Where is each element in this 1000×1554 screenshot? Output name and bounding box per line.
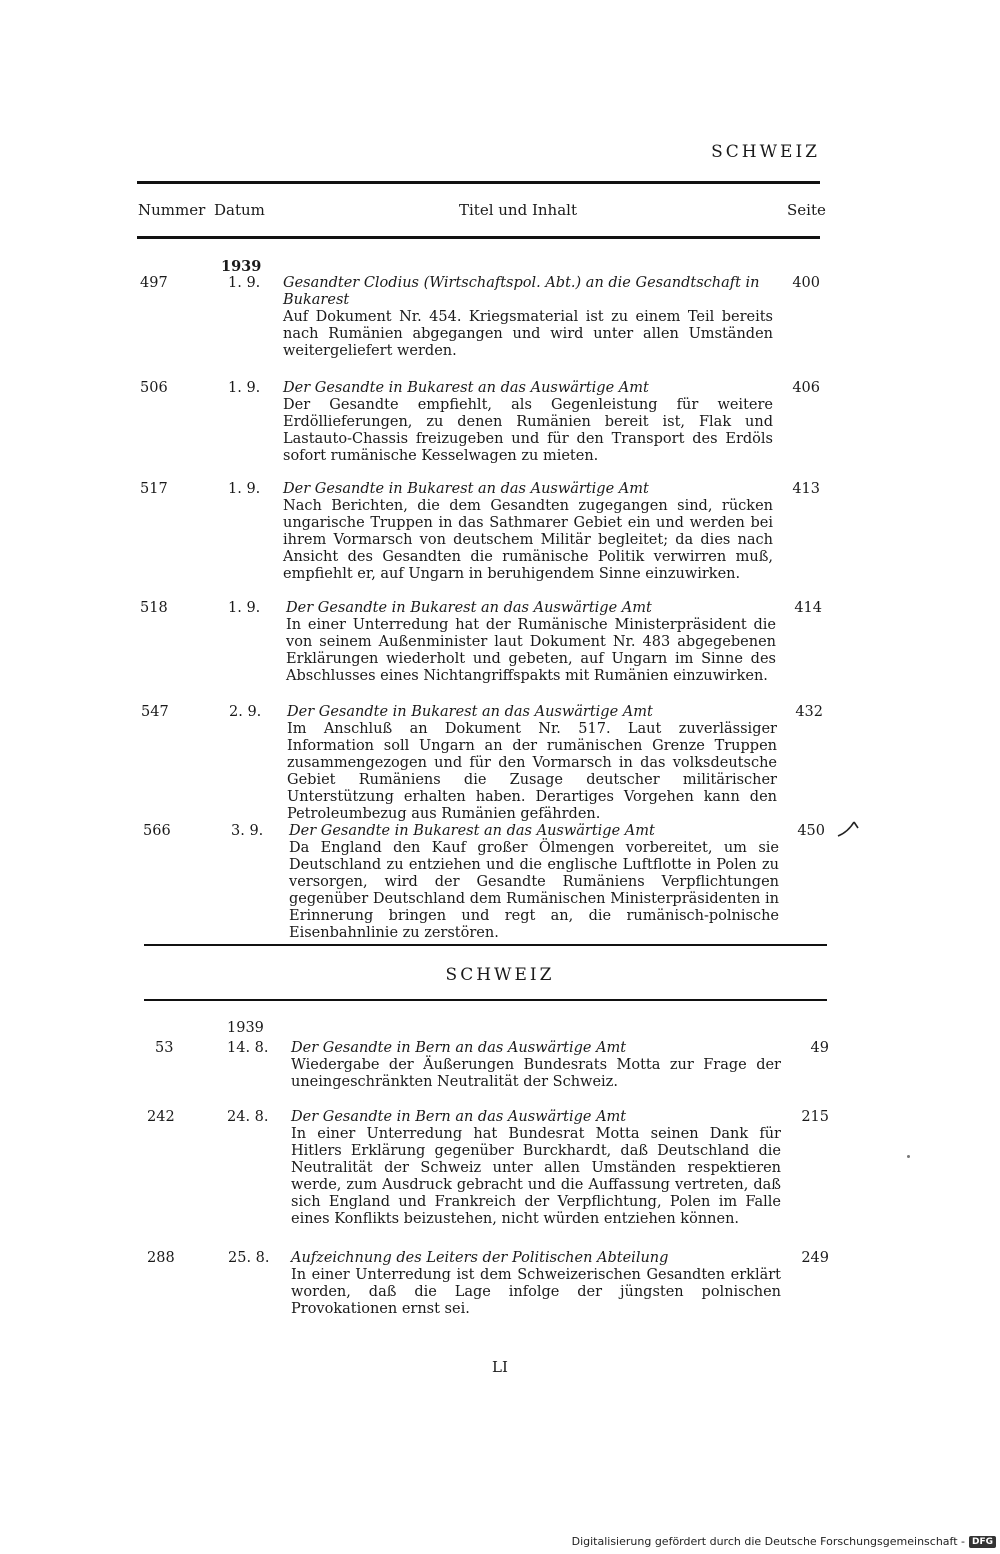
footer-text: Digitalisierung gefördert durch die Deutsche Forschungsgemeinschaft -: [571, 1535, 965, 1548]
running-header: SCHWEIZ: [711, 142, 820, 162]
entry-date: 1. 9.: [228, 481, 261, 497]
rule-top: [137, 181, 820, 184]
rule-section-bottom: [144, 999, 827, 1001]
entry-number: 566: [143, 823, 171, 839]
column-head-nummer: Nummer: [138, 201, 206, 219]
entry-page: 413: [792, 481, 820, 497]
entry-title: Der Gesandte in Bern an das Auswärtige Amt: [291, 1109, 627, 1125]
entry-summary: Im Anschluß an Dokument Nr. 517. Laut zuverlässiger Information soll Ungarn an der rumänischen Grenze Truppen zusammengezogen und für den Vormarsch in das volksdeutsche Gebiet Rumäniens die Zusage deutscher militärischer Unterstützung erhalten haben. Derartiges Vorgehen kann den Petroleumbezug aus Rumänien gefährden.: [287, 721, 777, 822]
entry-summary: Wiedergabe der Äußerungen Bundesrats Motta zur Frage der uneingeschränkten Neutralität der Schweiz.: [291, 1057, 781, 1090]
entry-page: 215: [801, 1109, 829, 1125]
entry-title: Der Gesandte in Bukarest an das Auswärtige Amt: [289, 823, 655, 839]
column-head-seite: Seite: [787, 201, 826, 219]
pen-check-mark: [836, 818, 866, 842]
entry-date: 1. 9.: [228, 380, 261, 396]
entry-number: 288: [147, 1250, 175, 1266]
entry-page: 249: [801, 1250, 829, 1266]
entry-page: 450: [797, 823, 825, 839]
column-head-datum: Datum: [214, 201, 265, 219]
section-title: SCHWEIZ: [445, 965, 555, 985]
entry-body: [287, 704, 777, 823]
entry-page: 406: [792, 380, 820, 396]
entry-page: 414: [794, 600, 822, 616]
entry-date: 24. 8.: [227, 1109, 269, 1125]
rule-under-header: [137, 236, 820, 239]
entry-summary: In einer Unterredung ist dem Schweizerischen Gesandten erklärt worden, daß die Lage infolge der jüngsten polnischen Provokationen ernst sei.: [291, 1267, 781, 1317]
entry-title: Gesandter Clodius (Wirtschaftspol. Abt.) an die Gesandtschaft in Bukarest: [283, 275, 760, 308]
entry-title: Der Gesandte in Bukarest an das Auswärtige Amt: [283, 380, 649, 396]
entry-page: 432: [795, 704, 823, 720]
entry-body: [283, 275, 773, 360]
dfg-logo-icon: DFG: [969, 1536, 996, 1548]
entry-title: Der Gesandte in Bern an das Auswärtige Amt: [291, 1040, 627, 1056]
entry-title: Der Gesandte in Bukarest an das Auswärtige Amt: [287, 704, 653, 720]
rule-section-top: [144, 944, 827, 946]
entry-body: [283, 481, 773, 583]
entry-title: Der Gesandte in Bukarest an das Auswärtige Amt: [283, 481, 649, 497]
entry-number: 547: [141, 704, 169, 720]
entry-date: 3. 9.: [231, 823, 264, 839]
entry-number: 497: [140, 275, 168, 291]
entry-title: Aufzeichnung des Leiters der Politischen Abteilung: [291, 1250, 669, 1266]
entry-body: [283, 380, 773, 465]
entry-summary: Auf Dokument Nr. 454. Kriegsmaterial ist zu einem Teil bereits nach Rumänien abgegangen und wird unter allen Umständen weitergeliefert werden.: [283, 309, 773, 359]
page-number: LI: [492, 1358, 508, 1376]
entry-body: [286, 600, 776, 685]
entry-summary: Da England den Kauf großer Ölmengen vorbereitet, um sie Deutschland zu entziehen und die englische Luftflotte in Polen zu versorgen, wird der Gesandte Rumäniens Verpflichtungen gegenüber Deutschland dem Rumänischen Ministerpräsidenten in Erinnerung bringen und regt an, die rumänisch-polnische Eisenbahnlinie zu zerstören.: [289, 840, 779, 941]
entry-title: Der Gesandte in Bukarest an das Auswärtige Amt: [286, 600, 652, 616]
footer: [572, 1535, 996, 1548]
entry-page: 400: [792, 275, 820, 291]
entry-date: 1. 9.: [228, 600, 261, 616]
entry-summary: In einer Unterredung hat der Rumänische Ministerpräsident die von seinem Außenminister laut Dokument Nr. 483 abgegebenen Erklärungen wiederholt und gebeten, auf Ungarn im Sinne des Abschlusses eines Nichtangriffspakts mit Rumänien einzuwirken.: [286, 617, 776, 684]
year-label: 1939: [227, 1020, 264, 1036]
entry-body: [291, 1040, 781, 1091]
entry-date: 25. 8.: [228, 1250, 270, 1266]
entry-number: 517: [140, 481, 168, 497]
entry-summary: In einer Unterredung hat Bundesrat Motta seinen Dank für Hitlers Erklärung gegenüber Burckhardt, daß Deutschland die Neutralität der Schweiz unter allen Umständen respektieren werde, zum Ausdruck gebracht und die Auffassung vertreten, daß sich England und Frankreich der Verpflichtung, Polen im Falle eines Konflikts beizustehen, nicht würden entziehen können.: [291, 1126, 781, 1227]
entry-body: [291, 1109, 781, 1228]
entry-number: 506: [140, 380, 168, 396]
stray-dot: [907, 1155, 910, 1158]
entry-summary: Nach Berichten, die dem Gesandten zugegangen sind, rücken ungarische Truppen in das Sathmarer Gebiet ein und werden bei ihrem Vormarsch von deutschem Militär begleitet; da dies nach Ansicht des Gesandten die rumänische Politik verwirren muß, empfiehlt er, auf Ungarn in beruhigendem Sinne einzuwirken.: [283, 498, 773, 582]
entry-date: 2. 9.: [229, 704, 262, 720]
column-head-titel: Titel und Inhalt: [459, 201, 577, 219]
entry-body: [291, 1250, 781, 1318]
entry-number: 518: [140, 600, 168, 616]
year-label: 1939: [221, 258, 262, 275]
entry-summary: Der Gesandte empfiehlt, als Gegenleistung für weitere Erdöllieferungen, zu denen Rumänien bereit ist, Flak und Lastauto-Chassis freizugeben und für den Transport des Erdöls sofort rumänische Kesselwagen zu mieten.: [283, 397, 773, 464]
entry-date: 1. 9.: [228, 275, 261, 291]
entry-date: 14. 8.: [227, 1040, 269, 1056]
entry-body: [289, 823, 779, 942]
entry-page: 49: [810, 1040, 829, 1056]
entry-number: 242: [147, 1109, 175, 1125]
entry-number: 53: [155, 1040, 174, 1056]
